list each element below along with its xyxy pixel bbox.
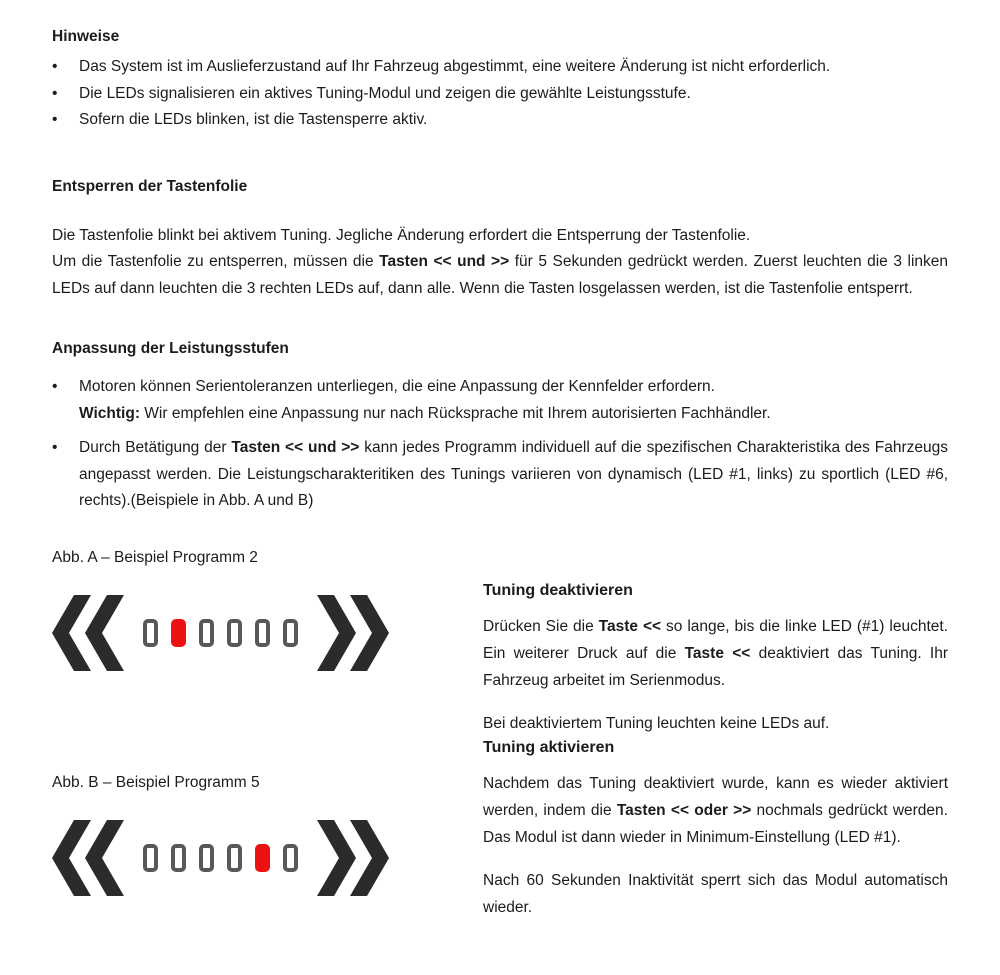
bullet-marker: • [52,111,58,128]
instructions-column [483,547,948,921]
led-4-off [227,619,242,647]
bullet-text [79,374,948,427]
led-5-off [255,619,270,647]
double-chevron-right-icon [315,820,389,896]
bullet-marker: • [52,84,58,102]
led-2-on [171,619,186,647]
heading-tuning-deaktivieren: Tuning deaktivieren [483,581,633,599]
section-title-hinweise: Hinweise [52,28,120,45]
led-1-off [143,619,158,647]
bullet-text: Das System ist im Auslieferzustand auf Ihr Fahrzeug abgestimmt, eine weitere Änderung ist nicht erforderlich. [79,58,831,75]
led-row-a [143,619,298,647]
paragraph: Drücken Sie die Taste << so lange, bis die linke LED (#1) leuchtet. Ein weiterer Druck auf die Taste << deaktiviert das Tuning. Ihr Fahrzeug arbeitet im Serienmodus. [483,617,948,689]
figures-column [52,547,483,921]
led-6-off [283,619,298,647]
bullet-text: Durch Betätigung der Tasten << und >> kann jedes Programm individuell auf die spezifischen Charakteristika des Fahrzeugs angepasst werden. Die Leistungscharakteritiken des Tunings variieren von dynamisch (LED #1, links) zu sportlich (LED #6, rechts).(Beispiele in Abb. A und B) [79,439,948,509]
list-item [52,54,948,81]
section-entsperren [52,176,948,303]
section-anpassung [52,338,948,515]
double-chevron-right-icon [315,595,389,671]
figure-a-caption: Abb. A – Beispiel Programm 2 [52,548,258,566]
bullet-marker: • [52,58,58,75]
bullet-marker: • [52,378,58,395]
list-item [52,374,948,427]
double-chevron-left-icon [52,595,126,671]
section-title-entsperren: Entsperren der Tastenfolie [52,177,248,195]
entsperren-paragraphs [52,223,948,303]
paragraph: Bei deaktiviertem Tuning leuchten keine LEDs auf. [483,714,830,732]
bullet-text: Sofern die LEDs blinken, ist die Tastensperre aktiv. [79,111,428,128]
paragraph: Die Tastenfolie blinkt bei aktivem Tuning. Jegliche Änderung erfordert die Entsperrung der Tastenfolie. [52,226,751,244]
led-3-off [199,844,214,872]
paragraph: Nachdem das Tuning deaktiviert wurde, kann es wieder aktiviert werden, indem die Tasten << oder >> nochmals gedrückt werden. Das Modul ist dann wieder in Minimum-Einstellung (LED #1). [483,774,948,846]
section-title-anpassung: Anpassung der Leistungsstufen [52,340,289,357]
paragraph: Nach 60 Sekunden Inaktivität sperrt sich das Modul automatisch wieder. [483,871,948,916]
led-5-on [255,844,270,872]
led-row-b [143,844,298,872]
hinweise-bullet-list [52,54,948,134]
led-2-off [171,844,186,872]
led-6-off [283,844,298,872]
figure-a-tuning-level-indicator [52,594,483,672]
list-item [52,81,948,108]
heading-tuning-aktivieren: Tuning aktivieren [483,738,615,756]
bullet-line: Motoren können Serientoleranzen unterliegen, die eine Anpassung der Kennfelder erfordern. [79,378,715,395]
led-3-off [199,619,214,647]
paragraph: Um die Tastenfolie zu entsperren, müssen die Tasten << und >> für 5 Sekunden gedrückt werden. Zuerst leuchten die 3 linken LEDs auf dann leuchten die 3 rechten LEDs auf, dann alle. Wenn die Tasten losgelassen werden, ist die Tastenfolie entsperrt. [52,253,948,297]
bullet-marker: • [52,439,58,456]
section-hinweise [52,26,948,134]
list-item [52,435,948,515]
led-4-off [227,844,242,872]
figure-b-caption: Abb. B – Beispiel Programm 5 [52,773,260,791]
led-1-off [143,844,158,872]
figures-and-instructions [52,547,948,921]
list-item [52,107,948,134]
double-chevron-left-icon [52,820,126,896]
bullet-text: Die LEDs signalisieren ein aktives Tuning-Modul und zeigen die gewählte Leistungsstufe. [79,84,691,102]
figure-b-tuning-level-indicator [52,819,483,897]
bullet-line: Wichtig: Wir empfehlen eine Anpassung nur nach Rücksprache mit Ihrem autorisierten Fachhändler. [79,404,771,422]
